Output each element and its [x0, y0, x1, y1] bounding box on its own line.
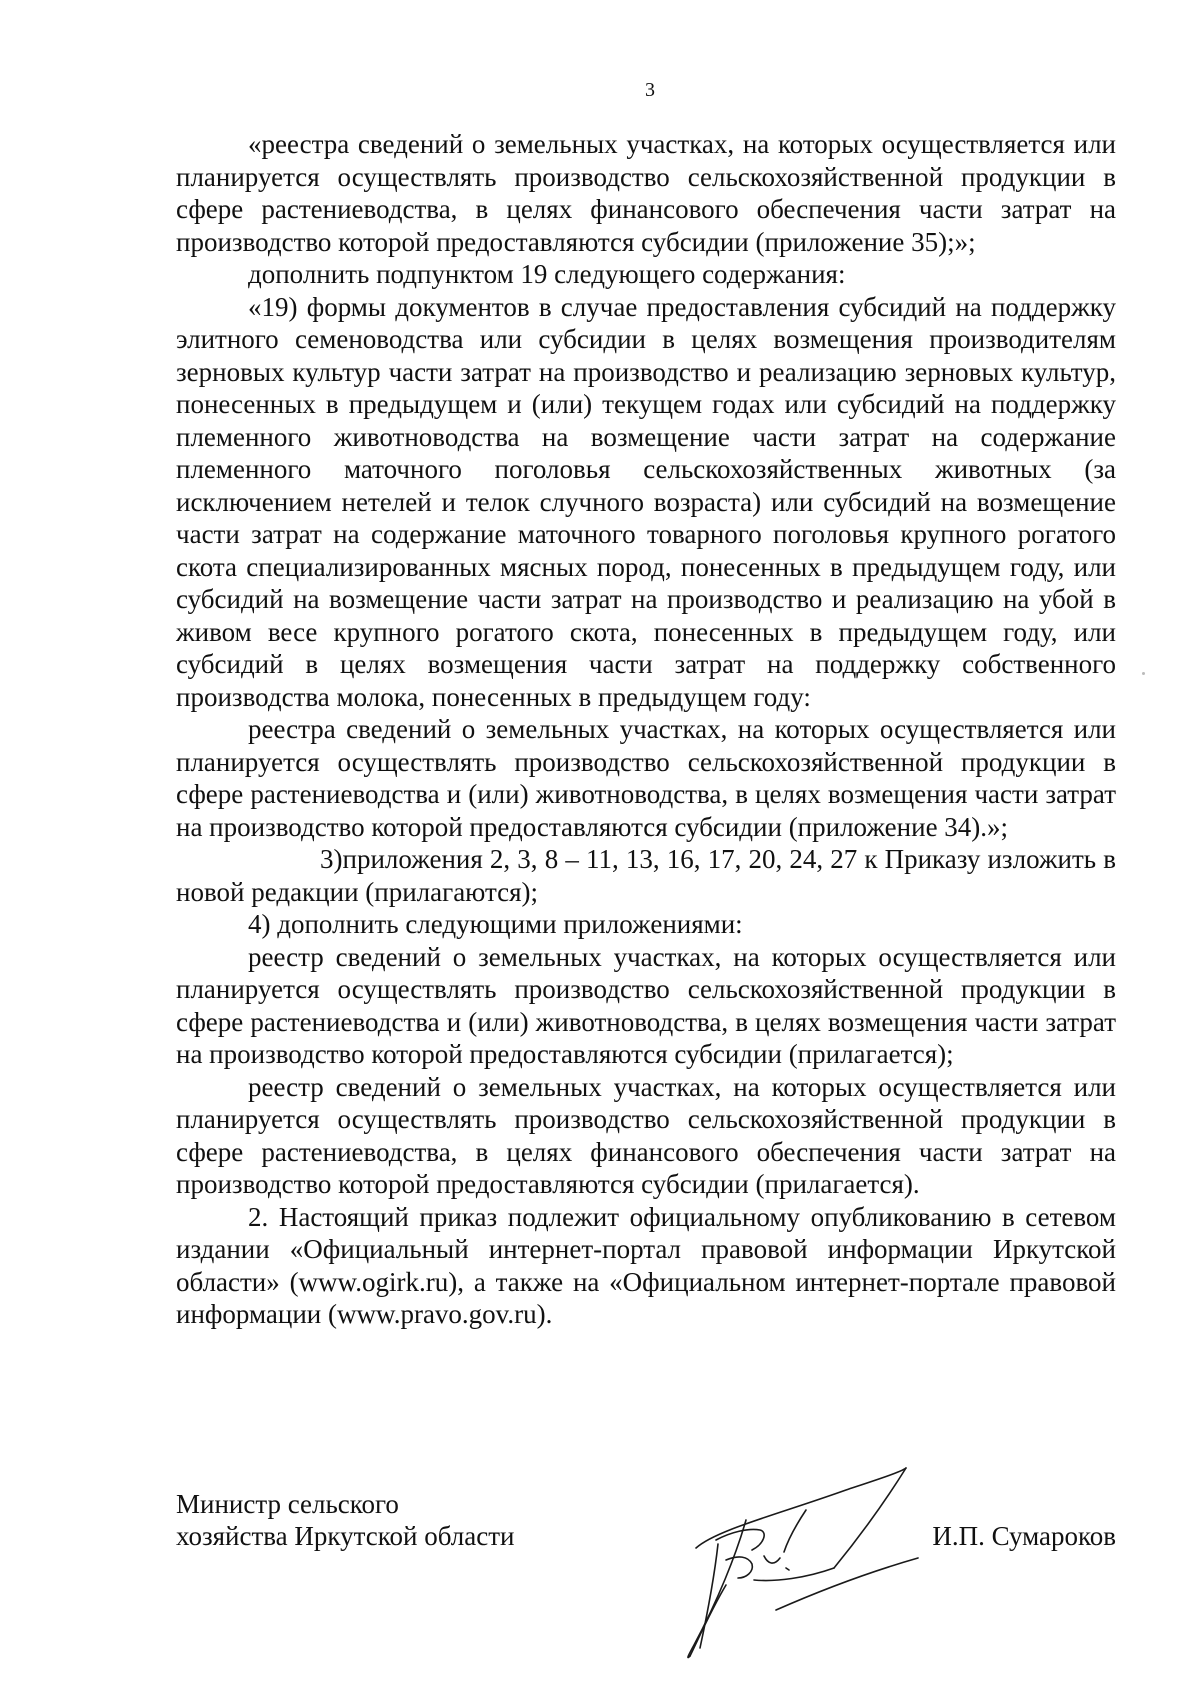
page-number: 3: [645, 79, 655, 101]
paragraph-registry-appendix-2: реестр сведений о земельных участках, на которых осуществляется или планируется осуществлять производство сельскохозяйственной продукции в сфере растениеводства, в целях финансового обеспечения части затрат на производство которой предоставляются субсидии (прилагается).: [176, 1071, 1116, 1199]
handwritten-signature-icon: [656, 1460, 926, 1670]
list-item-text: дополнить следующими приложениями:: [277, 909, 743, 939]
paragraph-point-2-publication: 2. Настоящий приказ подлежит официальному опубликованию в сетевом издании «Официальный интернет-портал правовой информации Иркутской области» (www.ogirk.ru), а также на «Официальном интернет-портале правовой информации (www.pravo.gov.ru).: [176, 1201, 1116, 1329]
list-item-number: 3): [320, 844, 343, 874]
signature-block: [176, 1480, 1116, 1680]
document-body: [176, 128, 1116, 1331]
paragraph-registry-appendix-1: реестр сведений о земельных участках, на которых осуществляется или планируется осуществлять производство сельскохозяйственной продукции в сфере растениеводства и (или) животноводства, в целях возмещения части затрат на производство которой предоставляются субсидии (прилагается);: [176, 941, 1116, 1069]
list-item-number: 4): [248, 909, 271, 939]
scan-artifact: [1142, 672, 1145, 675]
paragraph-quote-registry-35: «реестра сведений о земельных участках, на которых осуществляется или планируется осуществлять производство сельскохозяйственной продукции в сфере растениеводства, в целях финансового обеспечения части затрат на производство которой предоставляются субсидии (приложение 35);»;: [176, 129, 1116, 257]
list-item-4: [176, 908, 1116, 941]
signer-name: И.П. Сумароков: [932, 1521, 1116, 1551]
signer-title-line-1: Министр сельского: [176, 1489, 399, 1519]
signer-title: [176, 1488, 514, 1552]
signer-title-line-2: хозяйства Иркутской области: [176, 1521, 515, 1551]
list-item-text: приложения 2, 3, 8 – 11, 13, 16, 17, 20, 24, 27 к Приказу изложить в новой редакции (прилагаются);: [176, 844, 1116, 907]
list-item-3: [176, 843, 1116, 908]
paragraph-add-subpoint-19: дополнить подпунктом 19 следующего содержания:: [248, 259, 846, 289]
paragraph-registry-34: реестра сведений о земельных участках, на которых осуществляется или планируется осуществлять производство сельскохозяйственной продукции в сфере растениеводства и (или) животноводства, в целях возмещения части затрат на производство которой предоставляются субсидии (приложение 34).»;: [176, 714, 1116, 842]
paragraph-subpoint-19: «19) формы документов в случае предоставления субсидий на поддержку элитного семеноводства или субсидии в целях возмещения производителям зерновых культур части затрат на производство и реализацию зерновых культур, понесенных в предыдущем и (или) текущем годах или субсидий на поддержку племенного животноводства на возмещение части затрат на содержание племенного маточного поголовья сельскохозяйственных животных (за исключением нетелей и телок случного возраста) или субсидий на возмещение части затрат на содержание маточного товарного поголовья крупного рогатого скота специализированных мясных пород, понесенных в предыдущем году, или субсидий на возмещение части затрат на производство и реализацию на убой в живом весе крупного рогатого скота, понесенных в предыдущем году, или субсидий в целях возмещения части затрат на поддержку собственного производства молока, понесенных в предыдущем году:: [176, 291, 1116, 712]
